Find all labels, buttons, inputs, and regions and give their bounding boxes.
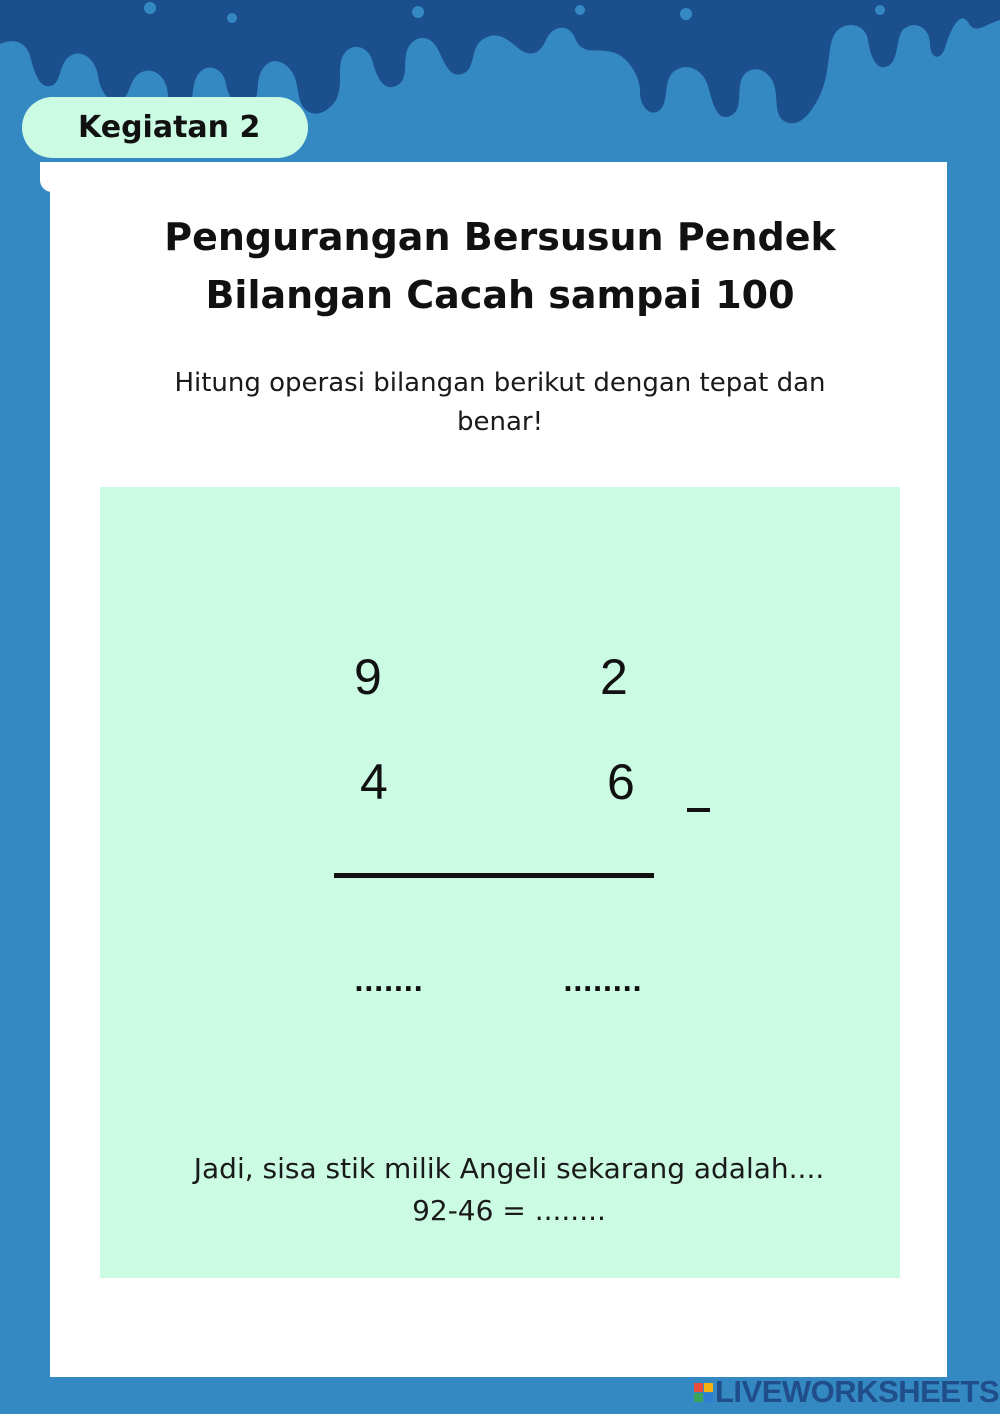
subtrahend-tens-digit: 4 bbox=[360, 754, 388, 810]
subtrahend-ones-digit: 6 bbox=[607, 754, 635, 810]
page-title bbox=[0, 208, 1000, 324]
minuend-ones-digit: 2 bbox=[600, 649, 628, 705]
activity-badge: Kegiatan 2 bbox=[22, 97, 308, 158]
title-line-2: Bilangan Cacah sampai 100 bbox=[205, 273, 795, 317]
logo-square bbox=[694, 1383, 703, 1392]
liveworksheets-logo-icon bbox=[694, 1383, 713, 1402]
instruction-line-1: Hitung operasi bilangan berikut dengan tepat dan bbox=[174, 368, 826, 398]
minuend-tens-digit: 9 bbox=[354, 649, 382, 705]
logo-text: LIVEWORKSHEETS bbox=[715, 1374, 1000, 1409]
conclusion-line-2: 92-46 = ........ bbox=[412, 1194, 606, 1227]
minus-sign bbox=[687, 808, 710, 812]
logo-square bbox=[694, 1393, 703, 1402]
title-line-1: Pengurangan Bersusun Pendek bbox=[164, 215, 836, 259]
sum-line bbox=[334, 873, 654, 878]
logo-square bbox=[704, 1393, 713, 1402]
answer-ones-blank[interactable]: ........ bbox=[563, 968, 643, 998]
answer-tens-blank[interactable]: ....... bbox=[354, 968, 424, 998]
instruction-text bbox=[0, 364, 1000, 442]
logo-square bbox=[704, 1383, 713, 1392]
instruction-line-2: benar! bbox=[456, 407, 544, 437]
conclusion-line-1: Jadi, sisa stik milik Angeli sekarang adalah.... bbox=[193, 1152, 825, 1185]
liveworksheets-logo bbox=[694, 1374, 1000, 1410]
